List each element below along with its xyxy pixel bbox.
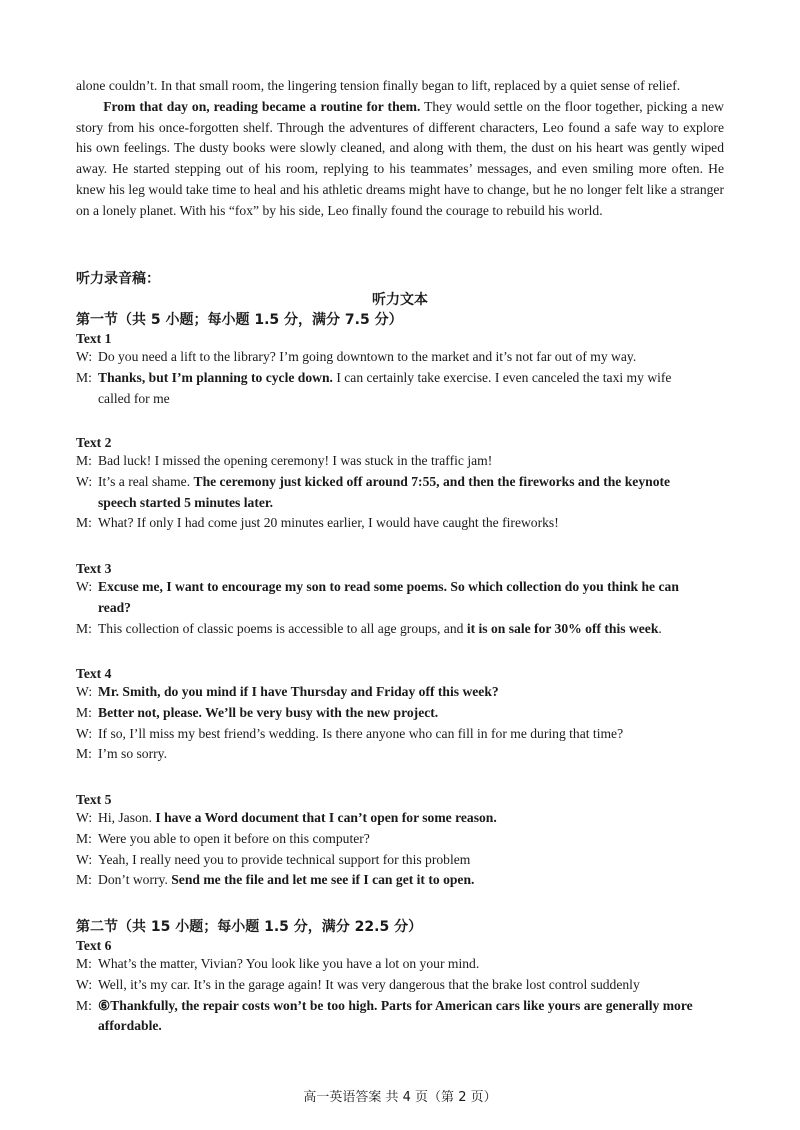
text-6-block <box>76 938 724 1037</box>
key-sentence: I have a Word document that I can’t open for some reason. <box>155 810 497 825</box>
dialogue-text: I can certainly take exercise. I even canceled the taxi my wife <box>332 369 672 385</box>
speaker-label: W: <box>76 473 93 489</box>
dialogue-line <box>76 954 724 975</box>
dialogue-text: . <box>658 620 662 636</box>
essay-text <box>76 76 724 222</box>
speaker-label: M: <box>76 704 92 720</box>
text-2-title: Text 2 <box>76 435 112 450</box>
dialogue-text: What’s the matter, Vivian? You look like you have a lot on your mind. <box>98 956 480 971</box>
text-1-block <box>76 331 724 409</box>
dialogue-text: Do you need a lift to the library? I’m going downtown to the market and it’s not far out of my way. <box>98 349 637 364</box>
dialogue-text: Don’t worry. <box>98 872 172 888</box>
page-footer: 高一英语答案 共 4 页（第 2 页） <box>303 1090 497 1105</box>
dialogue-line <box>76 368 724 389</box>
dialogue-text: Were you able to open it before on this computer? <box>98 830 370 846</box>
speaker-label: M: <box>76 515 92 531</box>
dialogue-line <box>76 996 724 1017</box>
dialogue-text: This collection of classic poems is accessible to all age groups, and <box>98 620 467 636</box>
speaker-label: W: <box>76 851 93 867</box>
dialogue-continuation: called for me <box>98 390 170 406</box>
key-sentence: Better not, please. We’ll be very busy with the new project. <box>98 704 439 720</box>
speaker-label: M: <box>76 830 92 846</box>
text-4-block <box>76 666 724 765</box>
dialogue-line <box>76 682 724 703</box>
dialogue-text: Well, it’s my car. It’s in the garage again! It was very dangerous that the brake lost control suddenly <box>98 976 640 992</box>
dialogue-text: Hi, Jason. <box>98 810 156 825</box>
speaker-label: W: <box>76 349 93 364</box>
speaker-label: M: <box>76 872 92 888</box>
text-2-block <box>76 435 724 534</box>
key-sentence: Excuse me, I want to encourage my son to read some poems. So which collection do you think he can <box>98 579 679 594</box>
speaker-label: M: <box>76 956 92 971</box>
essay-paragraph-1: alone couldn’t. In that small room, the lingering tension finally began to lift, replaced by a quiet sense of relief. <box>76 78 681 93</box>
dialogue-text: Bad luck! I missed the opening ceremony! I was stuck in the traffic jam! <box>98 453 493 468</box>
speaker-label: W: <box>76 810 93 825</box>
dialogue-text: Yeah, I really need you to provide technical support for this problem <box>98 851 471 867</box>
key-sentence: read? <box>98 599 131 615</box>
speaker-label: M: <box>76 453 92 468</box>
dialogue-line <box>76 808 724 829</box>
question-number-mark: ⑥ <box>98 997 111 1013</box>
key-sentence: Thanks, but I’m planning to cycle down. <box>98 369 333 385</box>
dialogue-continuation <box>76 1016 724 1037</box>
dialogue-line <box>76 829 724 850</box>
text-3-title: Text 3 <box>76 561 112 576</box>
key-sentence: Mr. Smith, do you mind if I have Thursday and Friday off this week? <box>98 684 499 699</box>
key-sentence: it is on sale for 30% off this week <box>466 620 659 636</box>
listening-text-title: 听力文本 <box>372 292 428 308</box>
text-5-block <box>76 792 724 891</box>
speaker-label: M: <box>76 620 92 636</box>
speaker-label: W: <box>76 976 93 992</box>
key-sentence: Thankfully, the repair costs won’t be too high. Parts for American cars like yours are generally more <box>110 997 693 1013</box>
key-sentence: Send me the file and let me see if I can get it to open. <box>171 872 475 888</box>
dialogue-text: If so, I’ll miss my best friend’s wedding. Is there anyone who can fill in for me during that time? <box>98 725 624 741</box>
text-5-title: Text 5 <box>76 792 112 807</box>
dialogue-line <box>76 870 724 891</box>
dialogue-line <box>76 577 724 598</box>
key-sentence: The ceremony just kicked off around 7:55, and then the fireworks and the keynote <box>193 473 671 489</box>
speaker-label: W: <box>76 684 93 699</box>
dialogue-line <box>76 850 724 871</box>
speaker-label: M: <box>76 369 92 385</box>
dialogue-line <box>76 472 724 493</box>
essay-paragraph-2-rest: They would settle on the floor together, picking a new story from his once-forgotten shelf. Through the adventures of different characters, Leo found a safe way to explore his own feelings. The dusty books were slowly cleaned, and along with them, the dust on his heart was gently wiped away. He started stepping out of his room, replying to his teammates’ messages, and even smiling more often. He knew his leg would take time to heal and his athletic dreams might have to change, but he no longer felt like a stranger on a lonely planet. With his “fox” by his side, Leo finally found the courage to rebuild his world. <box>76 98 724 218</box>
dialogue-line <box>76 703 724 724</box>
speaker-label: M: <box>76 746 92 762</box>
text-6-title: Text 6 <box>76 938 112 953</box>
text-1-title: Text 1 <box>76 331 112 346</box>
dialogue-line <box>76 744 724 765</box>
dialogue-continuation <box>76 493 724 514</box>
section-2-heading: 第二节（共 15 小题；每小题 1.5 分，满分 22.5 分） <box>76 919 423 935</box>
text-4-title: Text 4 <box>76 666 112 681</box>
dialogue-line <box>76 975 724 996</box>
listening-script-label: 听力录音稿： <box>76 271 160 287</box>
key-sentence: affordable. <box>98 1018 162 1034</box>
dialogue-line <box>76 347 724 368</box>
dialogue-text: I’m so sorry. <box>98 746 167 762</box>
dialogue-line <box>76 451 724 472</box>
essay-paragraph-2 <box>76 97 724 222</box>
section-1-heading: 第一节（共 5 小题；每小题 1.5 分，满分 7.5 分） <box>76 312 403 328</box>
speaker-label: W: <box>76 579 93 594</box>
dialogue-text: It’s a real shame. <box>98 473 194 489</box>
dialogue-line <box>76 513 724 534</box>
key-sentence: speech started 5 minutes later. <box>98 494 274 510</box>
dialogue-line <box>76 724 724 745</box>
dialogue-text: What? If only I had come just 20 minutes earlier, I would have caught the fireworks! <box>98 515 559 531</box>
speaker-label: W: <box>76 725 93 741</box>
speaker-label: M: <box>76 997 92 1013</box>
dialogue-continuation <box>76 598 724 619</box>
text-3-block <box>76 561 724 639</box>
dialogue-line <box>76 619 724 640</box>
essay-key-sentence: From that day on, reading became a routine for them. <box>103 98 421 114</box>
